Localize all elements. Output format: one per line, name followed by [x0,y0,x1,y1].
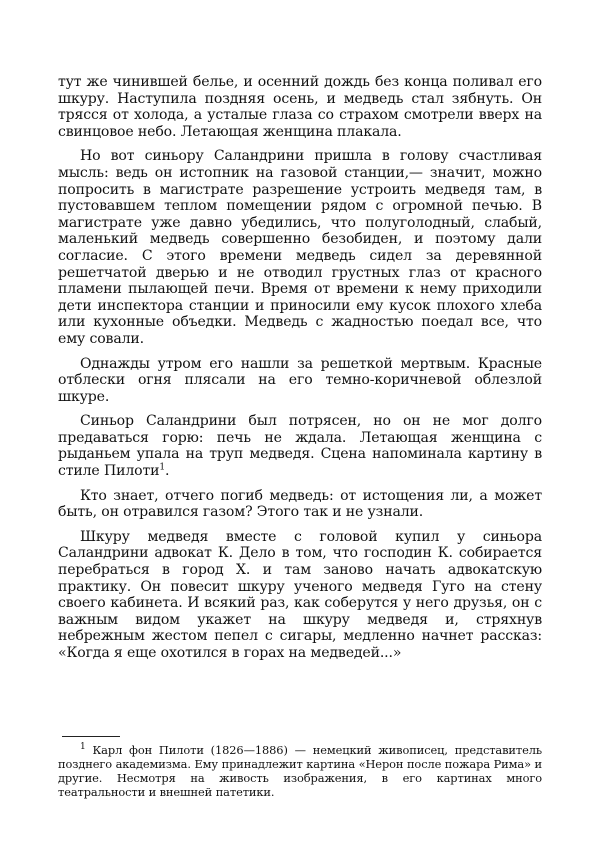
footnote-mark: 1 [80,742,86,753]
paragraph-4: Синьор Саландрини был потрясен, но он не мог долго предаваться горю: печь не ждала. Летающая женщина с рыданьем упала на труп медведя. Сцена напоминала картину в стиле Пилоти$^1$. [58,413,542,480]
footnote-separator [62,736,120,737]
footnote-text: $^1$ Карл фон Пилоти (1826—1886) — немецкий живописец, представитель позднего академизма. Ему принадлежит картина «Нерон после пожара Рима» и другие. Несмотря на живость изображения, в его картинах много театральности и внешней патетики. [58,742,542,799]
paragraph-5: Кто знает, отчего погиб медведь: от истощения ли, а может быть, он отравился газом? Этого так и не узнали. [58,487,542,521]
paragraph-3: Однажды утром его нашли за решеткой мертвым. Красные отблески огня плясали на его темно-коричневой облезлой шкуре. [58,355,542,405]
body-text [58,74,542,670]
paragraph-2: Но вот синьору Саландрини пришла в голову счастливая мысль: ведь он истопник на газовой станции,— значит, можно попросить в магистрате разрешение устроить медведя там, в пустовавшем теплом помещении рядом с огромной печью. В магистрате уже давно убедились, что полуголодный, слабый, маленький медведь совершенно безобиден, и поэтому дали согласие. С этого времени медведь сидел за деревянной решетчатой дверью и не отводил грустных глаз от красного пламени пылающей печи. Время от времени к нему приходили дети инспектора станции и приносили ему кусок плохого хлеба или кухонные объедки. Медведь с жадностью поедал все, что ему совали. [58,148,542,347]
footnote-reference: 1 [159,462,165,473]
paragraph-1: тут же чинившей белье, и осенний дождь без конца поливал его шкуру. Наступила поздняя осень, и медведь стал зябнуть. Он трясся от холода, а усталые глаза со страхом смотрели вверх на свинцовое небо. Летающая женщина плакала. [58,74,542,140]
paragraph-6: Шкуру медведя вместе с головой купил у синьора Саландрини адвокат К. Дело в том, что господин К. собирается перебраться в город Х. и там заново начать адвокатскую практику. Он повесит шкуру ученого медведя Гуго на стену своего кабинета. И всякий раз, как соберутся у него друзья, он с важным видом укажет на шкуру медведя и, стряхнув небрежным жестом пепел с сигары, медленно начнет рассказ: «Когда я еще охотился в горах на медведей...» [58,528,542,661]
footnote [58,736,542,799]
